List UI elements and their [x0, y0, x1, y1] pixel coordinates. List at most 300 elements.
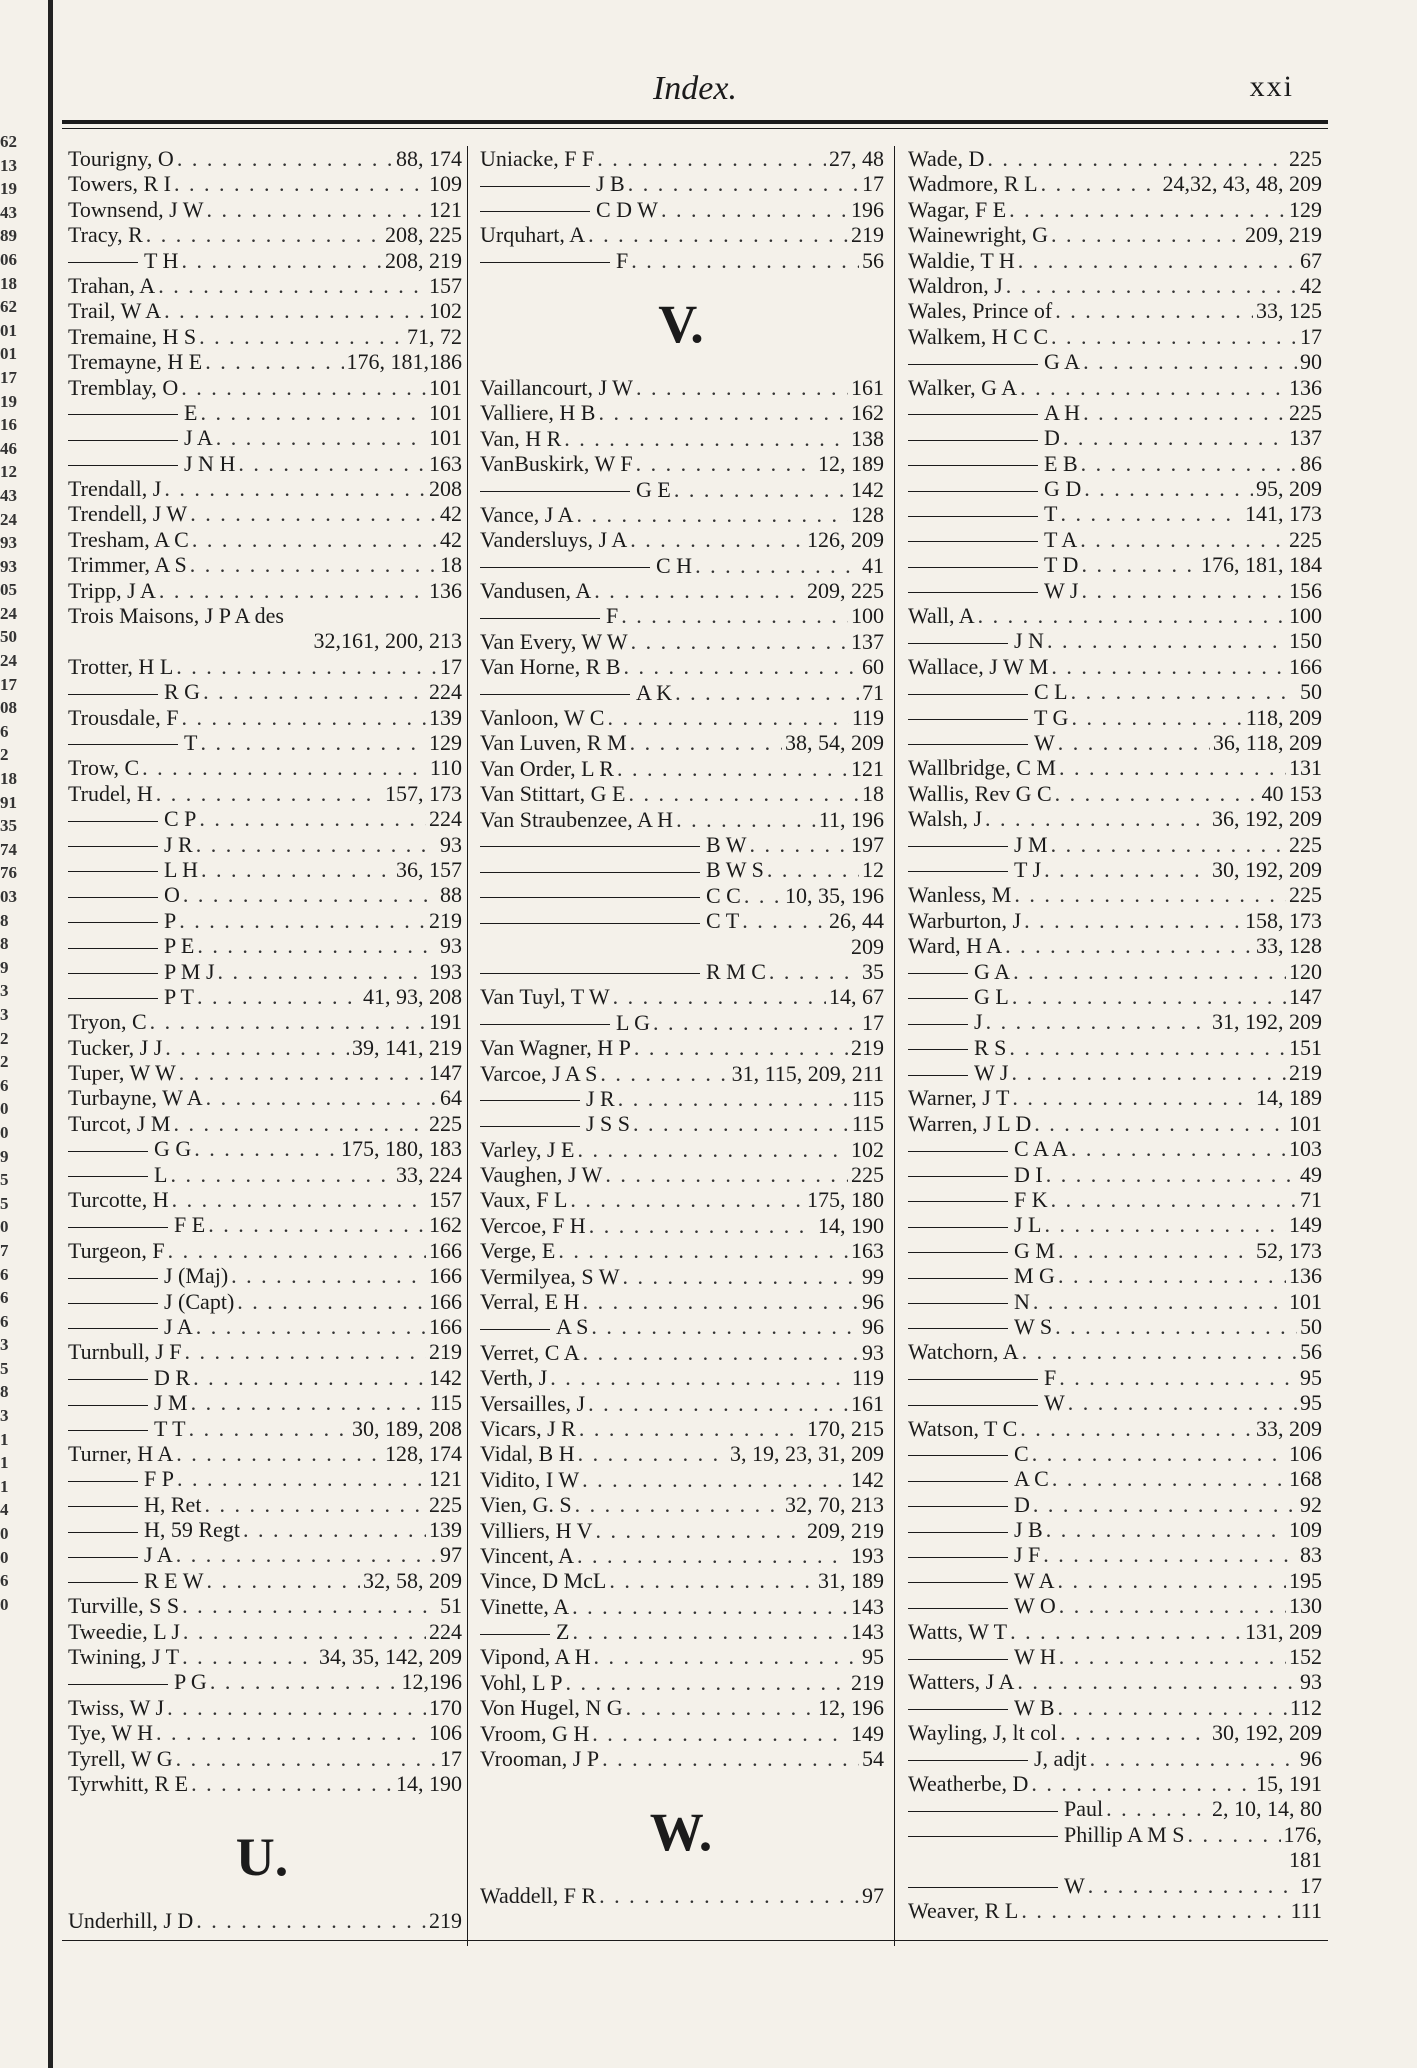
entry-pages: 166 [1289, 653, 1322, 679]
entry-name: W S [908, 1314, 1052, 1339]
entry-pages: 150 [1289, 628, 1322, 654]
leader-dots [167, 1695, 426, 1720]
entry-name: J S S [480, 1111, 630, 1136]
binding-number: 17 [0, 674, 17, 694]
entry-pages: 162 [429, 1212, 462, 1238]
entry-pages: 101 [429, 374, 462, 400]
index-entry [472, 603, 890, 628]
leader-dots [208, 1212, 426, 1237]
entry-name: C A A [908, 1136, 1068, 1161]
entry-name: C D W [480, 197, 658, 222]
entry-pages: 41, 93, 208 [363, 983, 462, 1009]
leader-dots [750, 832, 848, 857]
index-entry [62, 324, 462, 349]
entry-name: T D [908, 552, 1078, 577]
entry-pages: 166 [429, 1288, 462, 1314]
index-column-3 [900, 146, 1328, 1966]
binding-number: 6 [0, 1264, 9, 1284]
index-entry [62, 679, 462, 704]
entry-pages: 18 [862, 781, 884, 807]
entry-name: J N H [68, 451, 235, 476]
entry-pages: 225 [1289, 882, 1322, 908]
binding-number: 16 [0, 415, 17, 435]
index-entry [900, 425, 1328, 450]
entry-pages: 141, 173 [1245, 501, 1322, 527]
leader-dots [576, 502, 848, 527]
entry-pages: 17 [1300, 323, 1322, 349]
entry-name: P M J [68, 959, 215, 984]
entry-pages: 95, 209 [1256, 476, 1322, 502]
leader-dots [978, 603, 1286, 628]
binding-number: 7 [0, 1240, 9, 1260]
entry-name: Wagar, F E [908, 196, 1007, 222]
entry-name: Wainewright, G [908, 222, 1048, 248]
index-entry [472, 375, 890, 400]
binding-number: 43 [0, 485, 17, 505]
leader-dots [181, 248, 382, 273]
index-page [62, 50, 1328, 1970]
entry-name: Wadmore, R L [908, 171, 1038, 197]
entry-name: T [908, 501, 1057, 526]
entry-name: B W [480, 832, 747, 857]
index-entry [62, 959, 462, 984]
section-letter-u: U. [235, 1827, 289, 1888]
leader-dots [572, 1619, 848, 1644]
entry-name: Tremblay, O [68, 374, 179, 400]
entry-pages: 130 [1289, 1593, 1322, 1619]
entry-name: Towers, R I [68, 171, 171, 197]
index-entry [472, 1187, 890, 1212]
leader-dots [179, 1060, 426, 1085]
entry-pages: 33, 125 [1256, 298, 1322, 324]
leader-dots [591, 1314, 859, 1339]
index-entry [900, 755, 1328, 780]
leader-dots [1058, 1238, 1253, 1263]
leader-dots [634, 1035, 848, 1060]
entry-pages: 101 [1289, 1288, 1322, 1314]
entry-name: Tye, W H [68, 1720, 154, 1746]
index-entry [472, 222, 890, 247]
leader-dots [578, 1137, 849, 1162]
entry-pages: 99 [862, 1263, 884, 1289]
entry-pages: 224 [429, 1618, 462, 1644]
leader-dots [1058, 1568, 1286, 1593]
binding-number: 8 [0, 910, 9, 930]
entry-pages: 36, 192, 209 [1212, 806, 1322, 832]
entry-name: W [908, 730, 1055, 755]
entry-pages: 225 [1289, 399, 1322, 425]
entry-name: J A [68, 1314, 193, 1339]
entry-name: Z [480, 1619, 569, 1644]
index-entry [472, 1340, 890, 1365]
index-entry [62, 1542, 462, 1567]
leader-dots [1084, 476, 1253, 501]
index-entry [62, 222, 462, 247]
leader-dots [1022, 1339, 1297, 1364]
entry-pages: 219 [1289, 1060, 1322, 1086]
leader-dots [176, 1441, 382, 1466]
leader-dots [1014, 882, 1286, 907]
entry-name: Trahan, A [68, 272, 156, 298]
leader-dots [199, 324, 404, 349]
index-entry [62, 1111, 462, 1136]
leader-dots [602, 1746, 859, 1771]
binding-number: 9 [0, 957, 9, 977]
leader-dots [196, 1314, 426, 1339]
index-entry [472, 1441, 890, 1466]
entry-name: F [480, 603, 618, 628]
entry-name: C H [480, 553, 692, 578]
leader-dots [633, 1111, 849, 1136]
entry-name: Van Luven, R M [480, 730, 627, 756]
entry-pages: 30, 192, 209 [1212, 1720, 1322, 1746]
index-entry [900, 552, 1328, 577]
binding-number: 24 [0, 509, 17, 529]
leader-dots [185, 1339, 426, 1364]
index-entry [900, 1314, 1328, 1339]
index-entry [472, 1061, 890, 1086]
binding-number: 2 [0, 1028, 9, 1048]
entry-name: Vidal, B H [480, 1441, 575, 1467]
index-entry [62, 171, 462, 196]
entry-pages: 191 [429, 1009, 462, 1035]
index-entry [62, 425, 462, 450]
entry-name: W H [908, 1644, 1056, 1669]
leader-dots [1012, 1085, 1253, 1110]
index-entry [472, 1289, 890, 1314]
leader-dots [190, 552, 437, 577]
index-entry [900, 908, 1328, 933]
entry-name: Warburton, J [908, 907, 1022, 933]
entry-name: Villiers, H V [480, 1517, 593, 1543]
leader-dots [618, 1086, 849, 1111]
entry-name: J A [68, 1542, 173, 1567]
entry-name: Trotter, H L [68, 653, 174, 679]
entry-name: F P [68, 1466, 174, 1491]
entry-name: Weaver, R L [908, 1897, 1019, 1923]
index-entry [62, 806, 462, 831]
leader-dots [218, 959, 426, 984]
index-entry [900, 933, 1328, 958]
leader-dots [1083, 349, 1297, 374]
entry-pages: 17 [862, 1009, 884, 1035]
binding-number: 62 [0, 132, 17, 151]
index-entry [900, 781, 1328, 806]
entry-pages: 12,196 [401, 1669, 462, 1695]
entry-name: Watchorn, A [908, 1339, 1019, 1365]
index-entry [900, 1568, 1328, 1593]
index-entry [900, 298, 1328, 323]
entry-name: Vermilyea, S W [480, 1263, 620, 1289]
entry-name: Warner, J T [908, 1085, 1010, 1111]
entry-name: C [908, 1441, 1029, 1466]
entry-name: Verret, C A [480, 1339, 580, 1365]
binding-number: 6 [0, 1075, 9, 1095]
entry-name: Underhill, J D [68, 1908, 194, 1934]
leader-dots [744, 883, 782, 908]
entry-name: Watson, T C [908, 1415, 1018, 1441]
entry-name: C P [68, 806, 196, 831]
entry-name: Tresham, A C [68, 526, 189, 552]
leader-dots [594, 578, 804, 603]
binding-number: 0 [0, 1099, 9, 1119]
entry-name: Vance, J A [480, 501, 574, 527]
binding-number: 17 [0, 367, 17, 387]
entry-pages: 209, 219 [807, 1517, 884, 1543]
leader-dots [1020, 375, 1286, 400]
entry-name: F [480, 248, 628, 273]
entry-name: Vandersluys, J A [480, 527, 628, 553]
entry-name: Varcoe, J A S [480, 1060, 598, 1086]
entry-name: A K [480, 680, 672, 705]
binding-number: 3 [0, 1406, 9, 1426]
binding-number: 5 [0, 1358, 9, 1378]
entry-pages: 176, 181,186 [346, 349, 462, 375]
index-entry [900, 705, 1328, 730]
entry-name: Van Wagner, H P [480, 1035, 631, 1061]
entry-pages: 36, 157 [396, 856, 462, 882]
leader-dots [243, 1517, 426, 1542]
entry-name: Warren, J L D [908, 1110, 1032, 1136]
index-entry [62, 375, 462, 400]
index-entry [472, 1568, 890, 1593]
entry-name: Tripp, J A [68, 577, 156, 603]
entry-name: Varley, J E [480, 1136, 575, 1162]
entry-pages: 152 [1289, 1644, 1322, 1670]
leader-dots [617, 756, 848, 781]
index-entry [900, 1136, 1328, 1161]
leader-dots [1081, 578, 1286, 603]
entry-pages: 41 [862, 552, 884, 578]
index-entry [472, 426, 890, 451]
entry-pages: 14, 189 [1256, 1085, 1322, 1111]
page-header [62, 68, 1328, 118]
entry-name: Wall, A [908, 603, 975, 629]
entry-pages: 33, 224 [396, 1161, 462, 1187]
index-entry [62, 273, 462, 298]
index-entry [472, 1111, 890, 1136]
leader-dots [168, 1238, 426, 1263]
leader-dots [1060, 1720, 1209, 1745]
entry-pages: 109 [1289, 1517, 1322, 1543]
entry-pages: 219 [851, 1035, 884, 1061]
binding-number: 0 [0, 1122, 9, 1142]
leader-dots [624, 654, 859, 679]
index-entry [900, 857, 1328, 882]
entry-name: Trimmer, A S [68, 552, 187, 578]
leader-dots [630, 527, 804, 552]
binding-number: 93 [0, 556, 17, 576]
entry-name: C C [480, 883, 741, 908]
entry-pages: 209 [851, 933, 884, 959]
index-entry [472, 1492, 890, 1517]
entry-pages: 157, 173 [385, 780, 462, 806]
leader-dots [1047, 628, 1286, 653]
entry-pages: 176, 181, 184 [1201, 552, 1322, 578]
binding-number: 1 [0, 1429, 9, 1449]
entry-list [62, 146, 462, 1796]
entry-name: Versailles, J [480, 1390, 586, 1416]
binding-number: 89 [0, 226, 17, 246]
leader-dots [197, 984, 360, 1009]
leader-dots [142, 755, 427, 780]
index-entry [900, 197, 1328, 222]
index-entry [62, 1365, 462, 1390]
leader-dots [767, 857, 859, 882]
binding-number: 6 [0, 1311, 9, 1331]
entry-pages: 42 [440, 526, 462, 552]
leader-dots [177, 1466, 426, 1491]
entry-pages: 67 [1300, 247, 1322, 273]
leader-dots [674, 477, 848, 502]
entry-pages: 143 [851, 1593, 884, 1619]
entry-pages: 32,161, 200, 213 [313, 628, 462, 654]
entry-name: J M [908, 832, 1048, 857]
entry-pages: 131 [1289, 755, 1322, 781]
index-entry [472, 171, 890, 196]
leader-dots [200, 730, 426, 755]
index-entry [62, 730, 462, 755]
entry-name: T A [908, 527, 1077, 552]
entry-name: J [908, 1009, 983, 1034]
page-number: xxi [1249, 70, 1294, 103]
entry-pages: 95 [1300, 1364, 1322, 1390]
entry-name: F K [908, 1187, 1048, 1212]
leader-dots [1018, 248, 1297, 273]
index-entry [900, 1390, 1328, 1415]
index-entry [472, 1594, 890, 1619]
entry-name: Tryon, C [68, 1009, 147, 1035]
entry-name: Wales, Prince of [908, 298, 1053, 324]
entry-pages: 225 [429, 1491, 462, 1517]
index-entry [62, 248, 462, 273]
entry-pages: 32, 58, 209 [363, 1567, 462, 1593]
entry-pages: 31, 192, 209 [1212, 1009, 1322, 1035]
index-entry [900, 1720, 1328, 1745]
entry-pages: 34, 35, 142, 209 [319, 1644, 462, 1670]
entry-name: Tucker, J J [68, 1034, 163, 1060]
leader-dots [1044, 857, 1209, 882]
binding-number: 01 [0, 344, 17, 364]
section-letter-w: W. [649, 1802, 713, 1863]
entry-pages: 166 [429, 1313, 462, 1339]
leader-dots [190, 501, 437, 526]
entry-pages: 120 [1289, 958, 1322, 984]
index-entry [472, 1086, 890, 1111]
leader-dots [237, 1289, 426, 1314]
entry-list [472, 375, 890, 1771]
entry-name: A S [480, 1314, 588, 1339]
index-entry [62, 1314, 462, 1339]
index-entry [900, 349, 1328, 374]
index-entry [472, 1314, 890, 1339]
binding-number: 93 [0, 533, 17, 553]
entry-name: W J [908, 578, 1078, 603]
index-entry [472, 578, 890, 603]
leader-dots [609, 1568, 815, 1593]
entry-list [900, 146, 1328, 1898]
binding-number: 13 [0, 155, 17, 175]
index-entry [472, 807, 890, 832]
leader-dots [653, 1010, 859, 1035]
index-entry [900, 1212, 1328, 1237]
leader-dots [207, 197, 426, 222]
entry-name: C L [908, 679, 1068, 704]
index-entry [472, 629, 890, 654]
entry-name: Van Tuyl, T W [480, 984, 610, 1010]
entry-name: Wade, D [908, 146, 985, 171]
entry-pages: 193 [851, 1542, 884, 1568]
index-entry [472, 1162, 890, 1187]
entry-name: Van Order, L R [480, 755, 614, 781]
entry-pages: 17 [862, 171, 884, 197]
leader-dots [183, 1619, 426, 1644]
entry-pages: 137 [851, 628, 884, 654]
index-entry [900, 1187, 1328, 1212]
index-entry [900, 1644, 1328, 1669]
entry-name: Vrooman, J P [480, 1746, 600, 1772]
entry-pages: 35 [862, 958, 884, 984]
entry-name: D R [68, 1365, 190, 1390]
entry-pages: 93 [440, 933, 462, 959]
leader-dots [156, 1720, 426, 1745]
index-entry [900, 248, 1328, 273]
leader-dots [676, 807, 816, 832]
leader-dots [200, 400, 426, 425]
leader-dots [1051, 222, 1242, 247]
leader-dots [769, 959, 859, 984]
entry-pages: 31, 189 [818, 1568, 884, 1594]
index-entry [900, 146, 1328, 171]
entry-pages: 56 [1300, 1339, 1322, 1365]
entry-name: Tuper, W W [68, 1060, 176, 1086]
index-entry [62, 1162, 462, 1187]
leader-dots [592, 1721, 848, 1746]
entry-pages: 54 [862, 1746, 884, 1772]
binding-number: 3 [0, 981, 9, 1001]
leader-dots [630, 730, 782, 755]
index-entry [900, 1873, 1328, 1898]
index-entry [62, 628, 462, 653]
leader-dots [600, 1061, 728, 1086]
entry-name: Wallace, J W M [908, 653, 1049, 679]
index-entry [900, 1060, 1328, 1085]
leader-dots [631, 248, 859, 273]
entry-name: Van Every, W W [480, 628, 628, 654]
leader-dots [210, 1669, 399, 1694]
index-entry [472, 781, 890, 806]
entry-pages: 56 [862, 247, 884, 273]
entry-name: J R [480, 1086, 615, 1111]
binding-number: 06 [0, 249, 17, 269]
book-binding [0, 0, 53, 2068]
entry-name: Wanless, M [908, 882, 1012, 908]
index-entry [900, 1593, 1328, 1618]
leader-dots [146, 222, 382, 247]
entry-pages: 27, 48 [829, 146, 884, 171]
entry-pages: 106 [429, 1720, 462, 1746]
index-entry [472, 1746, 890, 1771]
index-entry [900, 1035, 1328, 1060]
leader-dots [1006, 273, 1297, 298]
binding-number: 05 [0, 580, 17, 600]
leader-dots [1081, 451, 1297, 476]
entry-name: Vaux, F L [480, 1187, 568, 1213]
leader-dots [621, 603, 848, 628]
index-entry [472, 934, 890, 959]
entry-name: T T [68, 1416, 186, 1441]
index-entry [62, 501, 462, 526]
